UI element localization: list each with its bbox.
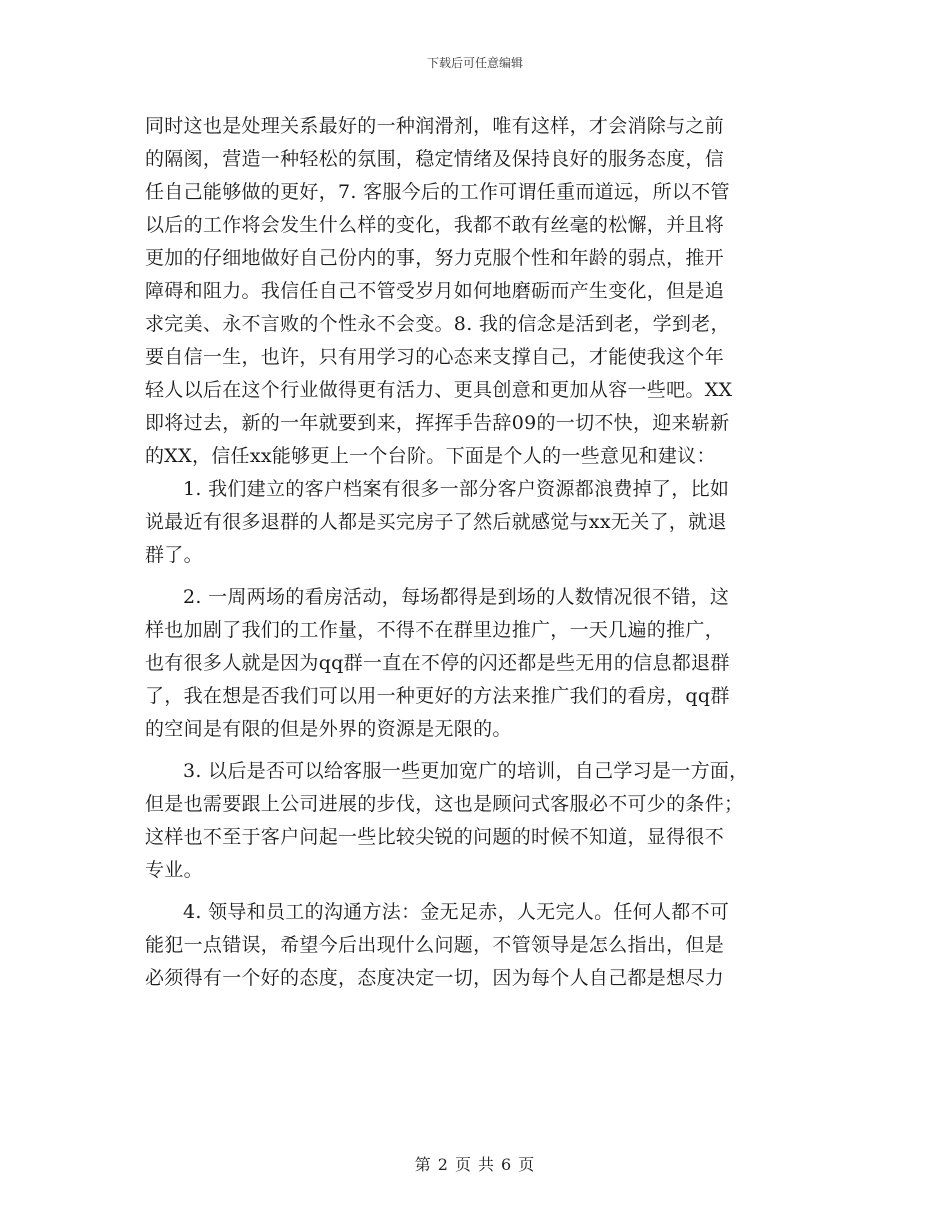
text-line: 了，我在想是否我们可以用一种更好的方法来推广我们的看房，qq群 [145, 685, 730, 707]
text-line: 群了。 [145, 544, 203, 566]
text-line: 轻人以后在这个行业做得更有活力、更具创意和更加从容一些吧。XX [145, 379, 733, 401]
text-line: 的空间是有限的但是外界的资源是无限的。 [145, 718, 512, 740]
text-line: 即将过去，新的一年就要到来，挥挥手告辞09的一切不快，迎来崭新 [145, 412, 730, 434]
text-line: 必须得有一个好的态度，态度决定一切，因为每个人自己都是想尽力 [145, 967, 725, 989]
text-line: 障碍和阻力。我信任自己不管受岁月如何地磨砺而产生变化，但是追 [145, 280, 725, 302]
paragraph-intro [145, 110, 815, 473]
text-line: 任自己能够做的更好，7. 客服今后的工作可谓任重而道远，所以不管 [145, 181, 730, 203]
text-line: 以后的工作将会发生什么样的变化，我都不敢有丝毫的松懈，并且将 [145, 214, 725, 236]
text-line: 说最近有很多退群的人都是买完房子了然后就感觉与xx无关了，就退 [145, 511, 727, 533]
text-line: 这样也不至于客户问起一些比较尖锐的问题的时候不知道，显得很不 [145, 826, 725, 848]
total-pages-number: 6 [501, 1155, 513, 1174]
footer-prefix: 第 [414, 1155, 432, 1174]
text-line: 的XX，信任xx能够更上一个台阶。下面是个人的一些意见和建议： [145, 445, 716, 467]
text-line: 但是也需要跟上公司进展的步伐，这也是顾问式客服必不可少的条件； [145, 793, 744, 815]
text-line: 4. 领导和员工的沟通方法：金无足赤，人无完人。任何人都不可 [183, 901, 730, 923]
text-line: 2. 一周两场的看房活动，每场都得是到场的人数情况很不错，这 [183, 586, 730, 608]
text-line: 要自信一生，也许，只有用学习的心态来支撑自己，才能使我这个年 [145, 346, 725, 368]
text-line: 3. 以后是否可以给客服一些更加宽广的培训，自己学习是一方面， [183, 760, 749, 782]
footer-suffix: 页 [518, 1155, 536, 1174]
text-line: 样也加剧了我们的工作量，不得不在群里边推广，一天几遍的推广， [145, 619, 725, 641]
page-footer [0, 1152, 950, 1175]
text-line: 的隔阂，营造一种轻松的氛围，稳定情绪及保持良好的服务态度，信 [145, 148, 725, 170]
text-line: 求完美、永不言败的个性永不会变。8. 我的信念是活到老，学到老， [145, 313, 730, 335]
text-line: 1. 我们建立的客户档案有很多一部分客户资源都浪费掉了，比如 [183, 478, 730, 500]
footer-middle: 页 共 [454, 1155, 496, 1174]
current-page-number: 2 [437, 1155, 449, 1174]
text-line: 同时这也是处理关系最好的一种润滑剂，唯有这样，才会消除与之前 [145, 115, 725, 137]
text-line: 也有很多人就是因为qq群一直在不停的闪还都是些无用的信息都退群 [145, 652, 730, 674]
paragraph-item-4 [145, 896, 815, 995]
text-line: 能犯一点错误，希望今后出现什么问题，不管领导是怎么指出，但是 [145, 934, 725, 956]
page-header: 下载后可任意编辑 [426, 56, 523, 70]
text-line: 专业。 [145, 859, 203, 881]
paragraph-item-1 [145, 473, 815, 572]
paragraph-item-2 [145, 581, 815, 746]
document-body [145, 110, 815, 995]
paragraph-item-3 [145, 755, 815, 887]
text-line: 更加的仔细地做好自己份内的事，努力克服个性和年龄的弱点，推开 [145, 247, 725, 269]
